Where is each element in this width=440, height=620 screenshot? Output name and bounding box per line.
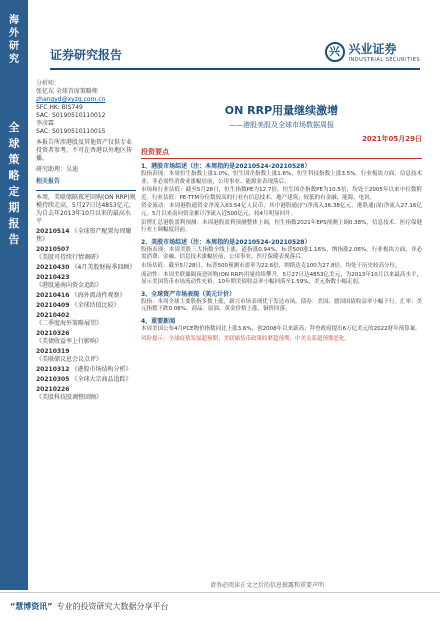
related-report-title: 《美股可持续行情调研》	[36, 254, 103, 261]
section-label: 投资要点	[141, 147, 422, 159]
heading-news: 4、重要新闻	[141, 317, 176, 325]
main-content	[141, 102, 422, 343]
report-type: 证券研究报告	[50, 48, 123, 62]
related-report-item[interactable]	[36, 386, 136, 402]
sidebar	[0, 0, 28, 590]
left-column	[36, 78, 136, 402]
footer-brand: “慧博资讯”	[10, 602, 53, 611]
related-report-title: 《全球资产配置每周聚焦》	[36, 228, 132, 243]
related-report-item[interactable]	[36, 366, 136, 374]
analyst1: 张忆东 全球首席策略师	[36, 88, 98, 95]
bottom-banner[interactable]	[0, 592, 440, 620]
brand-en: INDUSTRIAL SECURITIES	[348, 57, 420, 63]
email-link[interactable]: zhangyd@xyzq.com.cn	[36, 96, 106, 103]
para-global-assets: 股指：本周全球主要股指多数上涨，新兴市场表现优于发达市场。债券：美国、德国国债收益率小幅下行。汇率：美元指数下跌0.08%。商品：原油、黄金价格上涨，铜价回落。	[141, 298, 422, 313]
related-report-item[interactable]	[36, 292, 136, 300]
heading-hk-market: 1、港股市场综述（注：本周指的是20210524-20210528）	[141, 163, 311, 170]
sfc: SFC HK: BIS749	[36, 104, 83, 111]
related-report-item[interactable]	[36, 264, 136, 272]
related-report-title: 《全球大宗商品追踪》	[71, 376, 132, 383]
related-report-title: 《港股市场结构分析》	[71, 366, 132, 373]
related-report-title: 《美联储议息会议点评》	[36, 356, 103, 363]
sidebar-mid-text: 全球策略定期报告	[8, 121, 20, 246]
related-report-item[interactable]	[36, 246, 136, 262]
para-earnings-forecast: 彭博汇总港股盈利预测：本周港股盈利预测整体上调，恒生指数2021年EPS预测上调0.38%，信息技术、医疗保健行业上调幅度居前。	[141, 219, 422, 234]
related-report-date: 20210409	[36, 302, 72, 309]
related-report-item[interactable]	[36, 274, 136, 290]
main-subtitle: ——港股美股及全球市场数据周报	[229, 121, 334, 129]
related-report-title: 《全球估值比较》	[71, 302, 120, 309]
related-report-title: 《港股通南向资金追踪》	[36, 282, 103, 289]
report-list	[36, 228, 136, 402]
para-us-index: 股指表现：本周美股三大指数全线上涨，道指涨0.94%，标普500涨1.16%，纳指涨2.06%。行业板块方面，非必需消费、金融、信息技术涨幅居前，公用事业、医疗保健表现落后。	[141, 246, 422, 261]
related-report-date: 20210430	[36, 264, 72, 271]
sac1: SAC: S0190510110012	[36, 112, 106, 119]
header	[28, 38, 440, 66]
related-report-date: 20210507	[36, 246, 70, 253]
related-report-date: 20210402	[36, 312, 70, 319]
related-reports-title: 相关报告	[36, 178, 61, 185]
analyst2: 李彦霖	[36, 120, 55, 127]
related-report-title: 《海外流动性观察》	[71, 292, 126, 299]
related-report-date: 20210319	[36, 348, 70, 355]
logo	[325, 40, 421, 63]
related-report-title: 《美债收益率上行影响》	[36, 338, 103, 345]
para-fund-flow: 资金流动：本周港股通资金净流入63.54亿人民币，其中港股通(沪)净流入36.38亿元，港股通(深)净流入27.16亿元。5月以来南向资金累计净流入近500亿元，较4月明显回升。	[141, 203, 422, 217]
related-report-title: 《4月美股财报季回顾》	[71, 264, 136, 271]
heading-us-market: 2、美股市场综述（注：本周指的是20210524-20210528）	[141, 238, 311, 246]
report-date: 2021年05月29日	[362, 135, 422, 143]
para-liquidity: 流动性：本周美联储隔夜逆回购(ON RRP)用量持续攀升，5月27日达4853亿美元，为2013年10月以来最高水平，显示美国货币市场流动性充裕。10年期美债收益率小幅回落至1.59%，美元指数小幅走弱。	[141, 271, 422, 286]
related-report-date: 20210305	[36, 376, 72, 383]
related-report-date: 20210226	[36, 386, 70, 393]
risk-warning: 风险提示：全球疫情发展超预期；美联储货币政策收紧超预期；中美关系超预期恶化。	[141, 335, 351, 342]
para-index-performance: 股指表现：本周恒生指数上涨1.0%，恒生国企指数上涨1.6%，恒生科技指数上涨3.5%。行业板块方面，信息技术业、非必需性消费业涨幅居前，公用事业、能源业表现落后。	[141, 171, 422, 185]
related-report-item[interactable]	[36, 376, 136, 384]
brand-cn: 兴业证券	[348, 42, 397, 56]
para-news: 本周美国公布4月PCE物价指数同比上涨3.6%，创2008年以来新高；拜登政府提出6万亿美元的2022财年预算案。	[141, 325, 421, 332]
main-title: ON RRP用量继续激增	[224, 104, 339, 117]
para-us-valuation: 市场估值：截至5月28日，标普500预测市盈率为22.6倍，纳斯达克100为27.8倍，均处于历史较高分位。	[141, 262, 401, 269]
related-report-date: 20210423	[36, 274, 70, 281]
related-report-item[interactable]	[36, 348, 136, 364]
footer-slogan: 专业的投资研究大数据分享平台	[56, 602, 169, 611]
assistant: 研究助理：吴迪	[36, 166, 79, 173]
related-report-title: 《美股科技股调整回顾》	[36, 394, 103, 401]
related-report-date: 20210514	[36, 228, 72, 235]
related-report-title: 《二季度海外策略展望》	[36, 320, 103, 327]
sidebar-top-text: 海外研究	[9, 15, 19, 65]
heading-global-assets: 3、全球资产市场表现（美元计价）	[141, 290, 236, 298]
related-report-date: 20210416	[36, 292, 72, 299]
related-report-item[interactable]	[36, 228, 136, 244]
para-valuation: 市场和行业估值：截至5月28日，恒生指数PE为12.7倍，恒生国企指数PE为10.5倍，均处于2005年以来中位数附近。行业估值：PE-TTM分位数较高的行业有信息技术、地产建筑；较低的有金融、能源、电讯。	[141, 187, 422, 201]
logo-mark-icon: 兴	[325, 42, 345, 62]
disclaimer: 本报告所涉港股及其他资产仅供专业投资者参考，不可在香港以外地区传播。	[36, 139, 133, 162]
related-report-date: 20210326	[36, 330, 70, 337]
related-report-date: 20210312	[36, 366, 72, 373]
summary-box: 本周，美联储隔夜逆回购(ON RRP)规模持续走高，5月27日达4853亿元，为自去年2013年10月以来的最高水平	[36, 190, 136, 226]
disclosure-note: 请务必阅读正文之后的信息披露和重要声明	[210, 582, 325, 589]
related-report-item[interactable]	[36, 330, 136, 346]
related-report-item[interactable]	[36, 302, 136, 310]
sac2: SAC: S0190510110015	[36, 128, 106, 135]
header-divider	[50, 68, 420, 70]
related-report-item[interactable]	[36, 312, 136, 328]
analyst-label: 分析师：	[36, 80, 61, 87]
